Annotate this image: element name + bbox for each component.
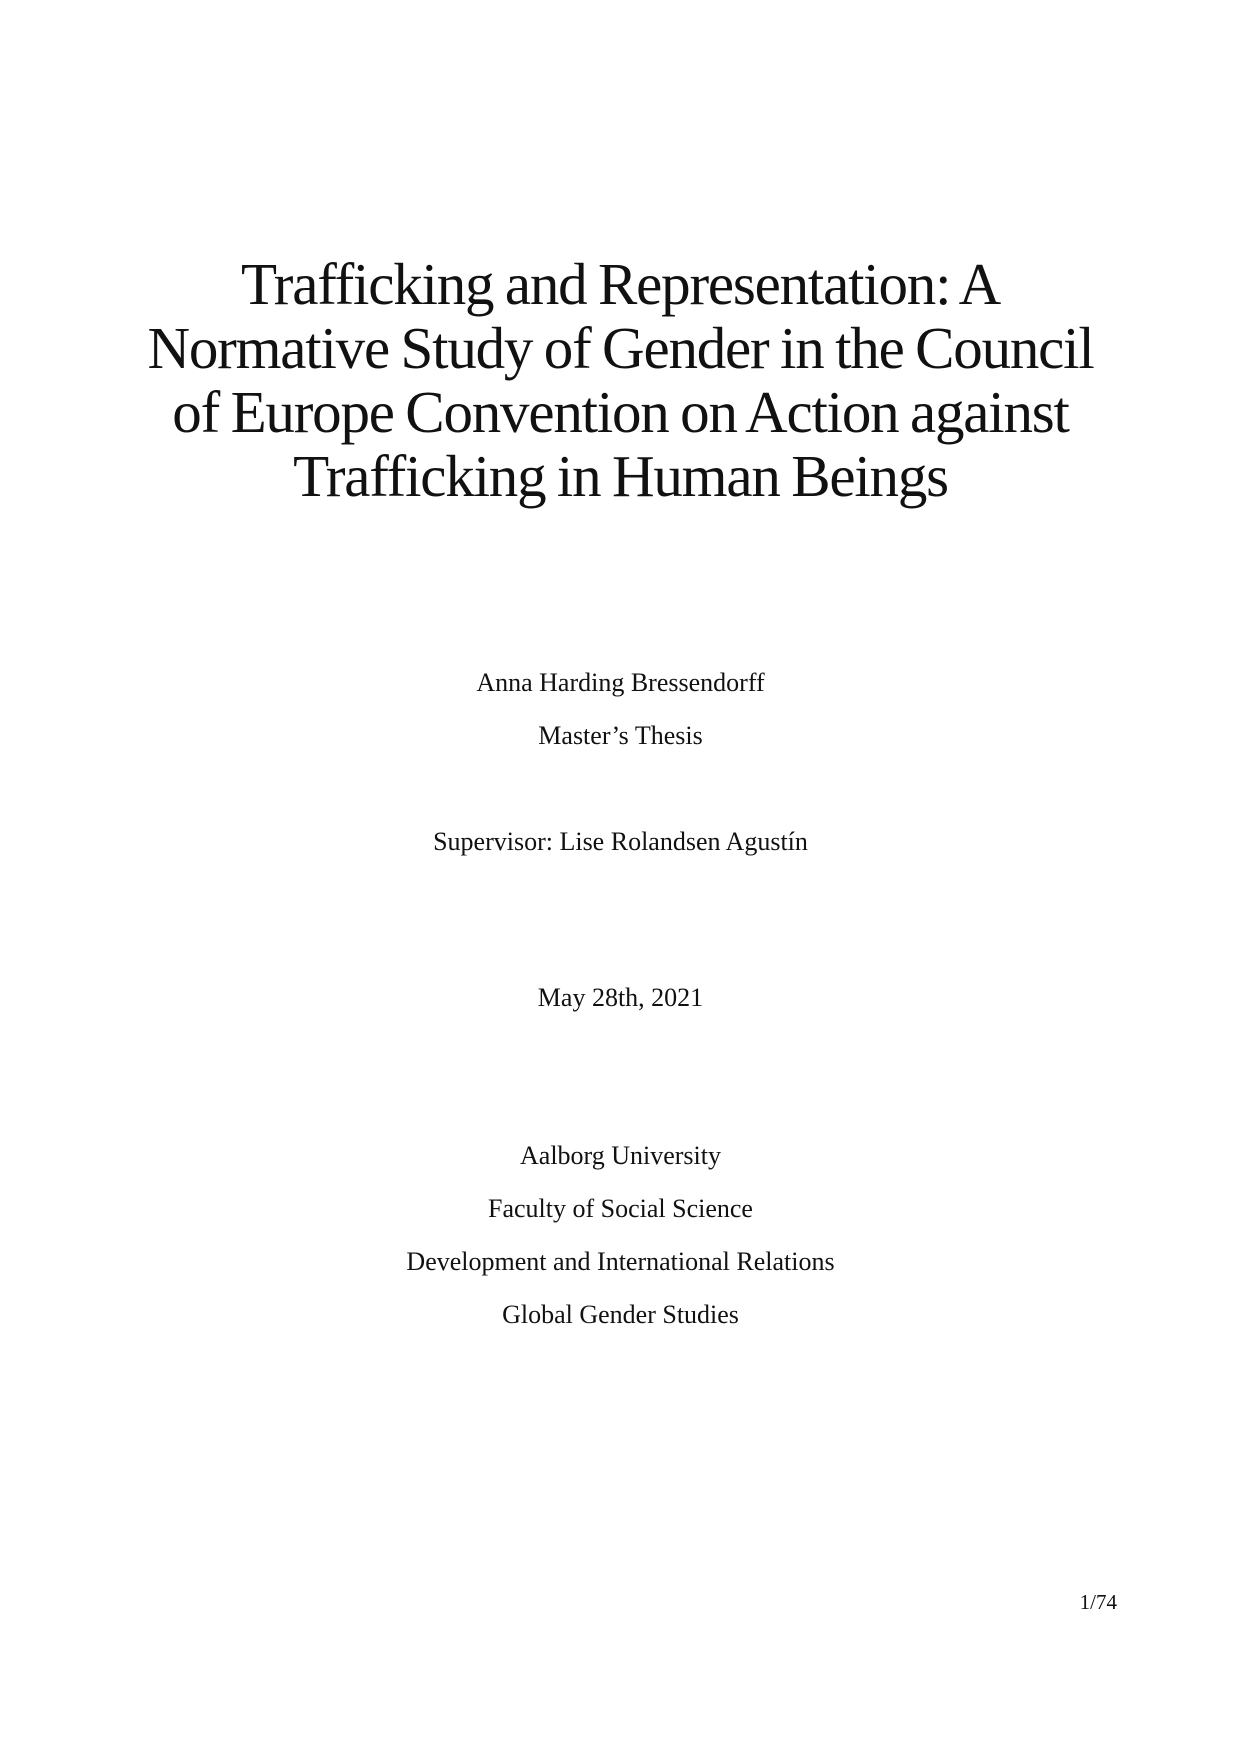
title-line-4: Trafficking in Human Beings	[293, 443, 948, 509]
document-type: Master’s Thesis	[538, 721, 703, 750]
faculty-name: Faculty of Social Science	[488, 1194, 753, 1223]
submission-date: May 28th, 2021	[537, 983, 704, 1012]
title-line-2: Normative Study of Gender in the Council	[147, 315, 1094, 381]
page-number: 1/74	[1079, 1590, 1117, 1614]
program-name: Global Gender Studies	[502, 1300, 739, 1329]
university-name: Aalborg University	[520, 1141, 721, 1170]
department-name: Development and International Relations	[406, 1247, 835, 1276]
title-line-1: Trafficking and Representation: A	[241, 251, 1000, 317]
supervisor: Supervisor: Lise Rolandsen Agustín	[433, 827, 808, 856]
thesis-title	[100, 252, 1141, 508]
title-line-3: of Europe Convention on Action against	[172, 379, 1069, 445]
author-name: Anna Harding Bressendorff	[476, 668, 765, 697]
